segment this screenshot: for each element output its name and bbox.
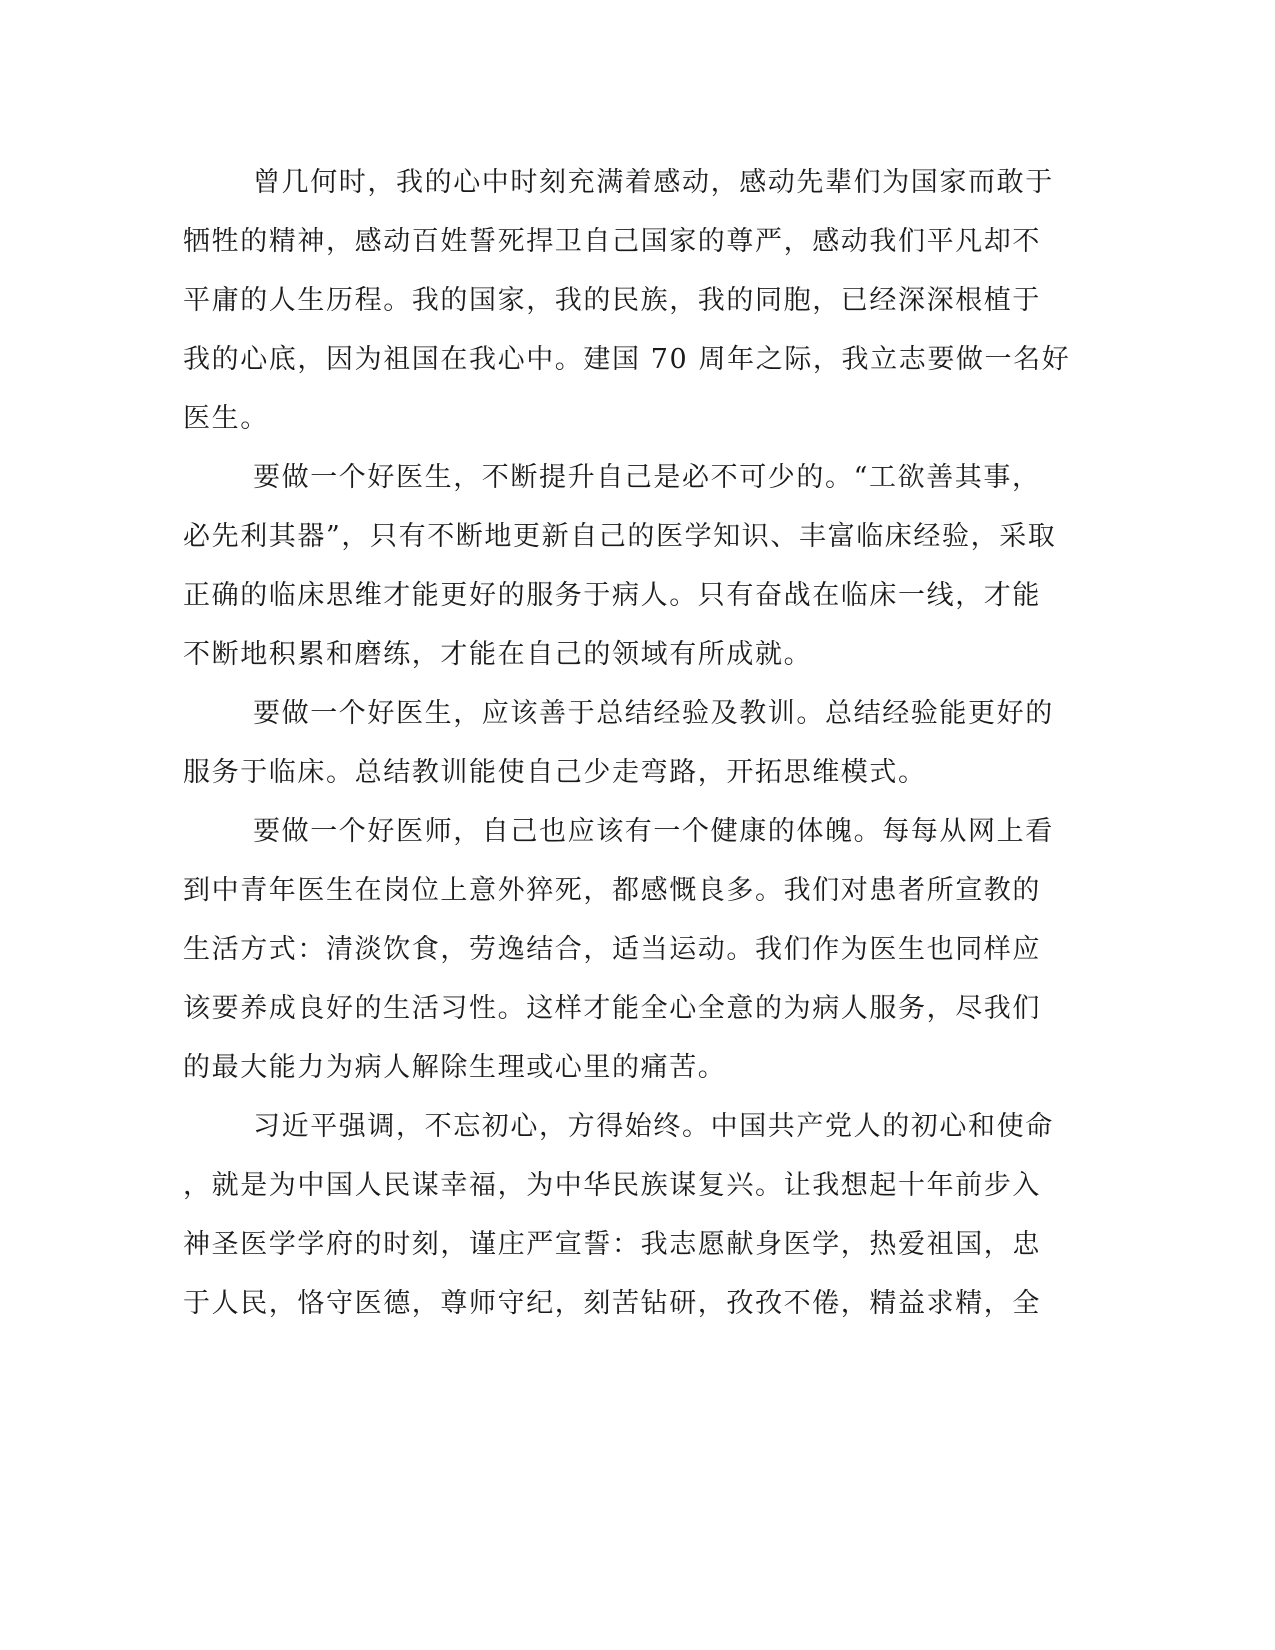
- paragraph-2-line-3: 正确的临床思维才能更好的服务于病人。只有奋战在临床一线，才能: [183, 580, 1041, 611]
- paragraph-1-line-3: 平庸的人生历程。我的国家，我的民族，我的同胞，已经深深根植于: [183, 285, 1041, 316]
- paragraph-4-line-2: 到中青年医生在岗位上意外猝死，都感慨良多。我们对患者所宣教的: [183, 875, 1041, 906]
- paragraph-1-line-5: 医生。: [183, 403, 269, 434]
- paragraph-5-line-3: 神圣医学学府的时刻，谨庄严宣誓：我志愿献身医学，热爱祖国，忠: [183, 1229, 1041, 1260]
- paragraph-4-line-3: 生活方式：清淡饮食，劳逸结合，适当运动。我们作为医生也同样应: [183, 934, 1041, 965]
- paragraph-5-line-4: 于人民，恪守医德，尊师守纪，刻苦钻研，孜孜不倦，精益求精，全: [183, 1288, 1041, 1319]
- paragraph-4-line-1: 要做一个好医师，自己也应该有一个健康的体魄。每每从网上看: [253, 816, 1054, 847]
- paragraph-4-line-4: 该要养成良好的生活习性。这样才能全心全意的为病人服务，尽我们: [183, 993, 1041, 1024]
- paragraph-5-line-1: 习近平强调，不忘初心，方得始终。中国共产党人的初心和使命: [253, 1111, 1054, 1142]
- paragraph-2-line-2: 必先利其器”，只有不断地更新自己的医学知识、丰富临床经验，采取: [183, 521, 1057, 552]
- paragraph-5-line-2: ，就是为中国人民谋幸福，为中华民族谋复兴。让我想起十年前步入: [183, 1170, 1041, 1201]
- paragraph-3-line-1: 要做一个好医生，应该善于总结经验及教训。总结经验能更好的: [253, 698, 1054, 729]
- paragraph-1-line-1: 曾几何时，我的心中时刻充满着感动，感动先辈们为国家而敢于: [253, 167, 1054, 198]
- paragraph-1-line-2: 牺牲的精神，感动百姓誓死捍卫自己国家的尊严，感动我们平凡却不: [183, 226, 1041, 257]
- paragraph-2-line-1: 要做一个好医生，不断提升自己是必不可少的。“工欲善其事，: [253, 462, 1041, 493]
- paragraph-1-line-4: 我的心底，因为祖国在我心中。建国 70 周年之际，我立志要做一名好: [183, 344, 1071, 375]
- paragraph-3-line-2: 服务于临床。总结教训能使自己少走弯路，开拓思维模式。: [183, 757, 927, 788]
- paragraph-2-line-4: 不断地积累和磨练，才能在自己的领域有所成就。: [183, 639, 813, 670]
- paragraph-4-line-5: 的最大能力为病人解除生理或心里的痛苦。: [183, 1052, 727, 1083]
